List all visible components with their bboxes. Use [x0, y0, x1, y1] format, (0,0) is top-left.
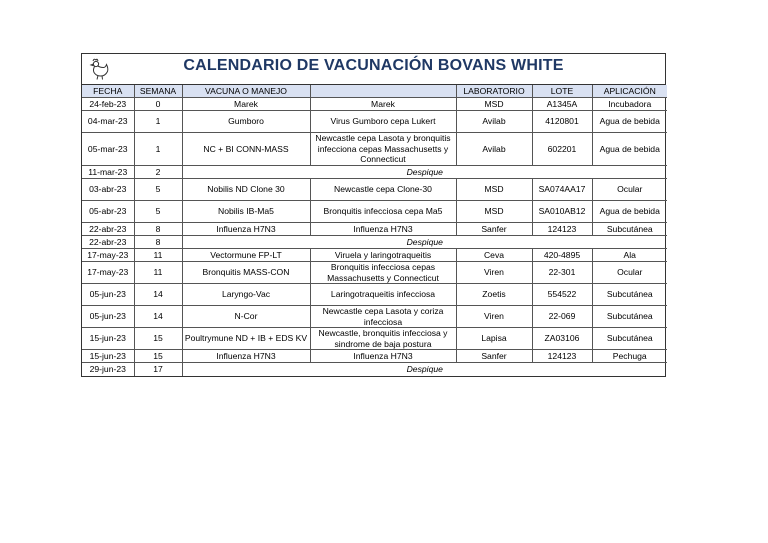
cell-descripcion: Marek: [310, 98, 456, 111]
cell-lote: 4120801: [532, 111, 592, 133]
cell-vacuna: Nobilis ND Clone 30: [182, 179, 310, 201]
cell-vacuna: Vectormune FP-LT: [182, 249, 310, 262]
cell-lote: SA010AB12: [532, 201, 592, 223]
cell-despique: Despique: [182, 363, 667, 376]
cell-laboratorio: Ceva: [456, 249, 532, 262]
cell-aplicacion: Incubadora: [592, 98, 667, 111]
cell-aplicacion: Ocular: [592, 179, 667, 201]
cell-vacuna: Gumboro: [182, 111, 310, 133]
cell-vacuna: Nobilis IB-Ma5: [182, 201, 310, 223]
cell-lote: ZA03106: [532, 328, 592, 350]
cell-vacuna: Laryngo-Vac: [182, 284, 310, 306]
header-laboratorio: LABORATORIO: [456, 85, 532, 98]
cell-aplicacion: Subcutánea: [592, 284, 667, 306]
cell-lote: 124123: [532, 223, 592, 236]
cell-aplicacion: Subcutánea: [592, 306, 667, 328]
cell-semana: 5: [134, 179, 182, 201]
cell-semana: 5: [134, 201, 182, 223]
cell-lote: 420-4895: [532, 249, 592, 262]
cell-semana: 17: [134, 363, 182, 376]
table-row: [82, 111, 667, 133]
cell-semana: 14: [134, 306, 182, 328]
cell-semana: 0: [134, 98, 182, 111]
cell-descripcion: Newcastle cepa Lasota y bronquitis infecciona cepas Massachusetts y Connecticut: [310, 133, 456, 166]
table-row: [82, 98, 667, 111]
cell-laboratorio: Sanfer: [456, 350, 532, 363]
table-row: [82, 262, 667, 284]
header-semana: SEMANA: [134, 85, 182, 98]
cell-vacuna: N-Cor: [182, 306, 310, 328]
cell-aplicacion: Subcutánea: [592, 328, 667, 350]
title-row: [82, 54, 665, 85]
cell-descripcion: Influenza H7N3: [310, 223, 456, 236]
cell-laboratorio: Viren: [456, 306, 532, 328]
cell-semana: 11: [134, 262, 182, 284]
cell-laboratorio: Avilab: [456, 133, 532, 166]
cell-fecha: 15-jun-23: [82, 328, 134, 350]
cell-vacuna: Influenza H7N3: [182, 223, 310, 236]
cell-fecha: 03-abr-23: [82, 179, 134, 201]
cell-fecha: 05-jun-23: [82, 306, 134, 328]
cell-descripcion: Virus Gumboro cepa Lukert: [310, 111, 456, 133]
cell-semana: 8: [134, 223, 182, 236]
cell-descripcion: Laringotraqueitis infecciosa: [310, 284, 456, 306]
cell-semana: 15: [134, 328, 182, 350]
cell-aplicacion: Ocular: [592, 262, 667, 284]
table-row: [82, 133, 667, 166]
cell-descripcion: Newcastle cepa Lasota y coriza infecciosa: [310, 306, 456, 328]
cell-lote: A1345A: [532, 98, 592, 111]
table-row: [82, 166, 667, 179]
cell-semana: 11: [134, 249, 182, 262]
cell-vacuna: Influenza H7N3: [182, 350, 310, 363]
cell-fecha: 05-mar-23: [82, 133, 134, 166]
cell-descripcion: Viruela y laringotraqueitis: [310, 249, 456, 262]
cell-despique: Despique: [182, 166, 667, 179]
cell-semana: 15: [134, 350, 182, 363]
table-row: [82, 328, 667, 350]
vaccination-table: [82, 85, 667, 376]
cell-fecha: 22-abr-23: [82, 223, 134, 236]
cell-laboratorio: MSD: [456, 179, 532, 201]
header-aplicacion: APLICACIÓN: [592, 85, 667, 98]
cell-laboratorio: MSD: [456, 98, 532, 111]
cell-semana: 14: [134, 284, 182, 306]
cell-fecha: 29-jun-23: [82, 363, 134, 376]
cell-semana: 8: [134, 236, 182, 249]
table-row: [82, 350, 667, 363]
cell-descripcion: Bronquitis infecciosa cepa Ma5: [310, 201, 456, 223]
table-row: [82, 179, 667, 201]
table-row: [82, 201, 667, 223]
cell-lote: 554522: [532, 284, 592, 306]
cell-descripcion: Newcastle, bronquitis infecciosa y sindrome de baja postura: [310, 328, 456, 350]
table-row: [82, 249, 667, 262]
header-descripcion: [310, 85, 456, 98]
cell-laboratorio: Avilab: [456, 111, 532, 133]
cell-aplicacion: Subcutánea: [592, 223, 667, 236]
cell-descripcion: Bronquitis infecciosa cepas Massachusetts y Connecticut: [310, 262, 456, 284]
cell-lote: 602201: [532, 133, 592, 166]
header-fecha: FECHA: [82, 85, 134, 98]
cell-fecha: 15-jun-23: [82, 350, 134, 363]
cell-semana: 1: [134, 111, 182, 133]
cell-laboratorio: MSD: [456, 201, 532, 223]
cell-descripcion: Influenza H7N3: [310, 350, 456, 363]
header-row: [82, 85, 667, 98]
cell-vacuna: Bronquitis MASS-CON: [182, 262, 310, 284]
cell-lote: 124123: [532, 350, 592, 363]
cell-vacuna: Poultrymune ND + IB + EDS KV: [182, 328, 310, 350]
cell-descripcion: Newcastle cepa Clone-30: [310, 179, 456, 201]
cell-aplicacion: Agua de bebida: [592, 201, 667, 223]
cell-fecha: 24-feb-23: [82, 98, 134, 111]
cell-aplicacion: Pechuga: [592, 350, 667, 363]
page-title: CALENDARIO DE VACUNACIÓN BOVANS WHITE: [183, 57, 564, 74]
cell-lote: 22-301: [532, 262, 592, 284]
cell-aplicacion: Agua de bebida: [592, 111, 667, 133]
cell-semana: 2: [134, 166, 182, 179]
vaccination-calendar-sheet: [81, 53, 666, 377]
cell-fecha: 05-jun-23: [82, 284, 134, 306]
cell-fecha: 17-may-23: [82, 262, 134, 284]
table-row: [82, 284, 667, 306]
cell-laboratorio: Viren: [456, 262, 532, 284]
cell-fecha: 17-may-23: [82, 249, 134, 262]
cell-laboratorio: Sanfer: [456, 223, 532, 236]
cell-aplicacion: Agua de bebida: [592, 133, 667, 166]
cell-fecha: 22-abr-23: [82, 236, 134, 249]
table-row: [82, 223, 667, 236]
cell-semana: 1: [134, 133, 182, 166]
table-row: [82, 306, 667, 328]
cell-vacuna: NC + BI CONN-MASS: [182, 133, 310, 166]
cell-fecha: 05-abr-23: [82, 201, 134, 223]
cell-lote: 22-069: [532, 306, 592, 328]
cell-lote: SA074AA17: [532, 179, 592, 201]
cell-fecha: 04-mar-23: [82, 111, 134, 133]
table-row: [82, 236, 667, 249]
cell-aplicacion: Ala: [592, 249, 667, 262]
table-row: [82, 363, 667, 376]
cell-laboratorio: Zoetis: [456, 284, 532, 306]
cell-vacuna: Marek: [182, 98, 310, 111]
header-vacuna: VACUNA O MANEJO: [182, 85, 310, 98]
cell-despique: Despique: [182, 236, 667, 249]
header-lote: LOTE: [532, 85, 592, 98]
cell-laboratorio: Lapisa: [456, 328, 532, 350]
cell-fecha: 11-mar-23: [82, 166, 134, 179]
